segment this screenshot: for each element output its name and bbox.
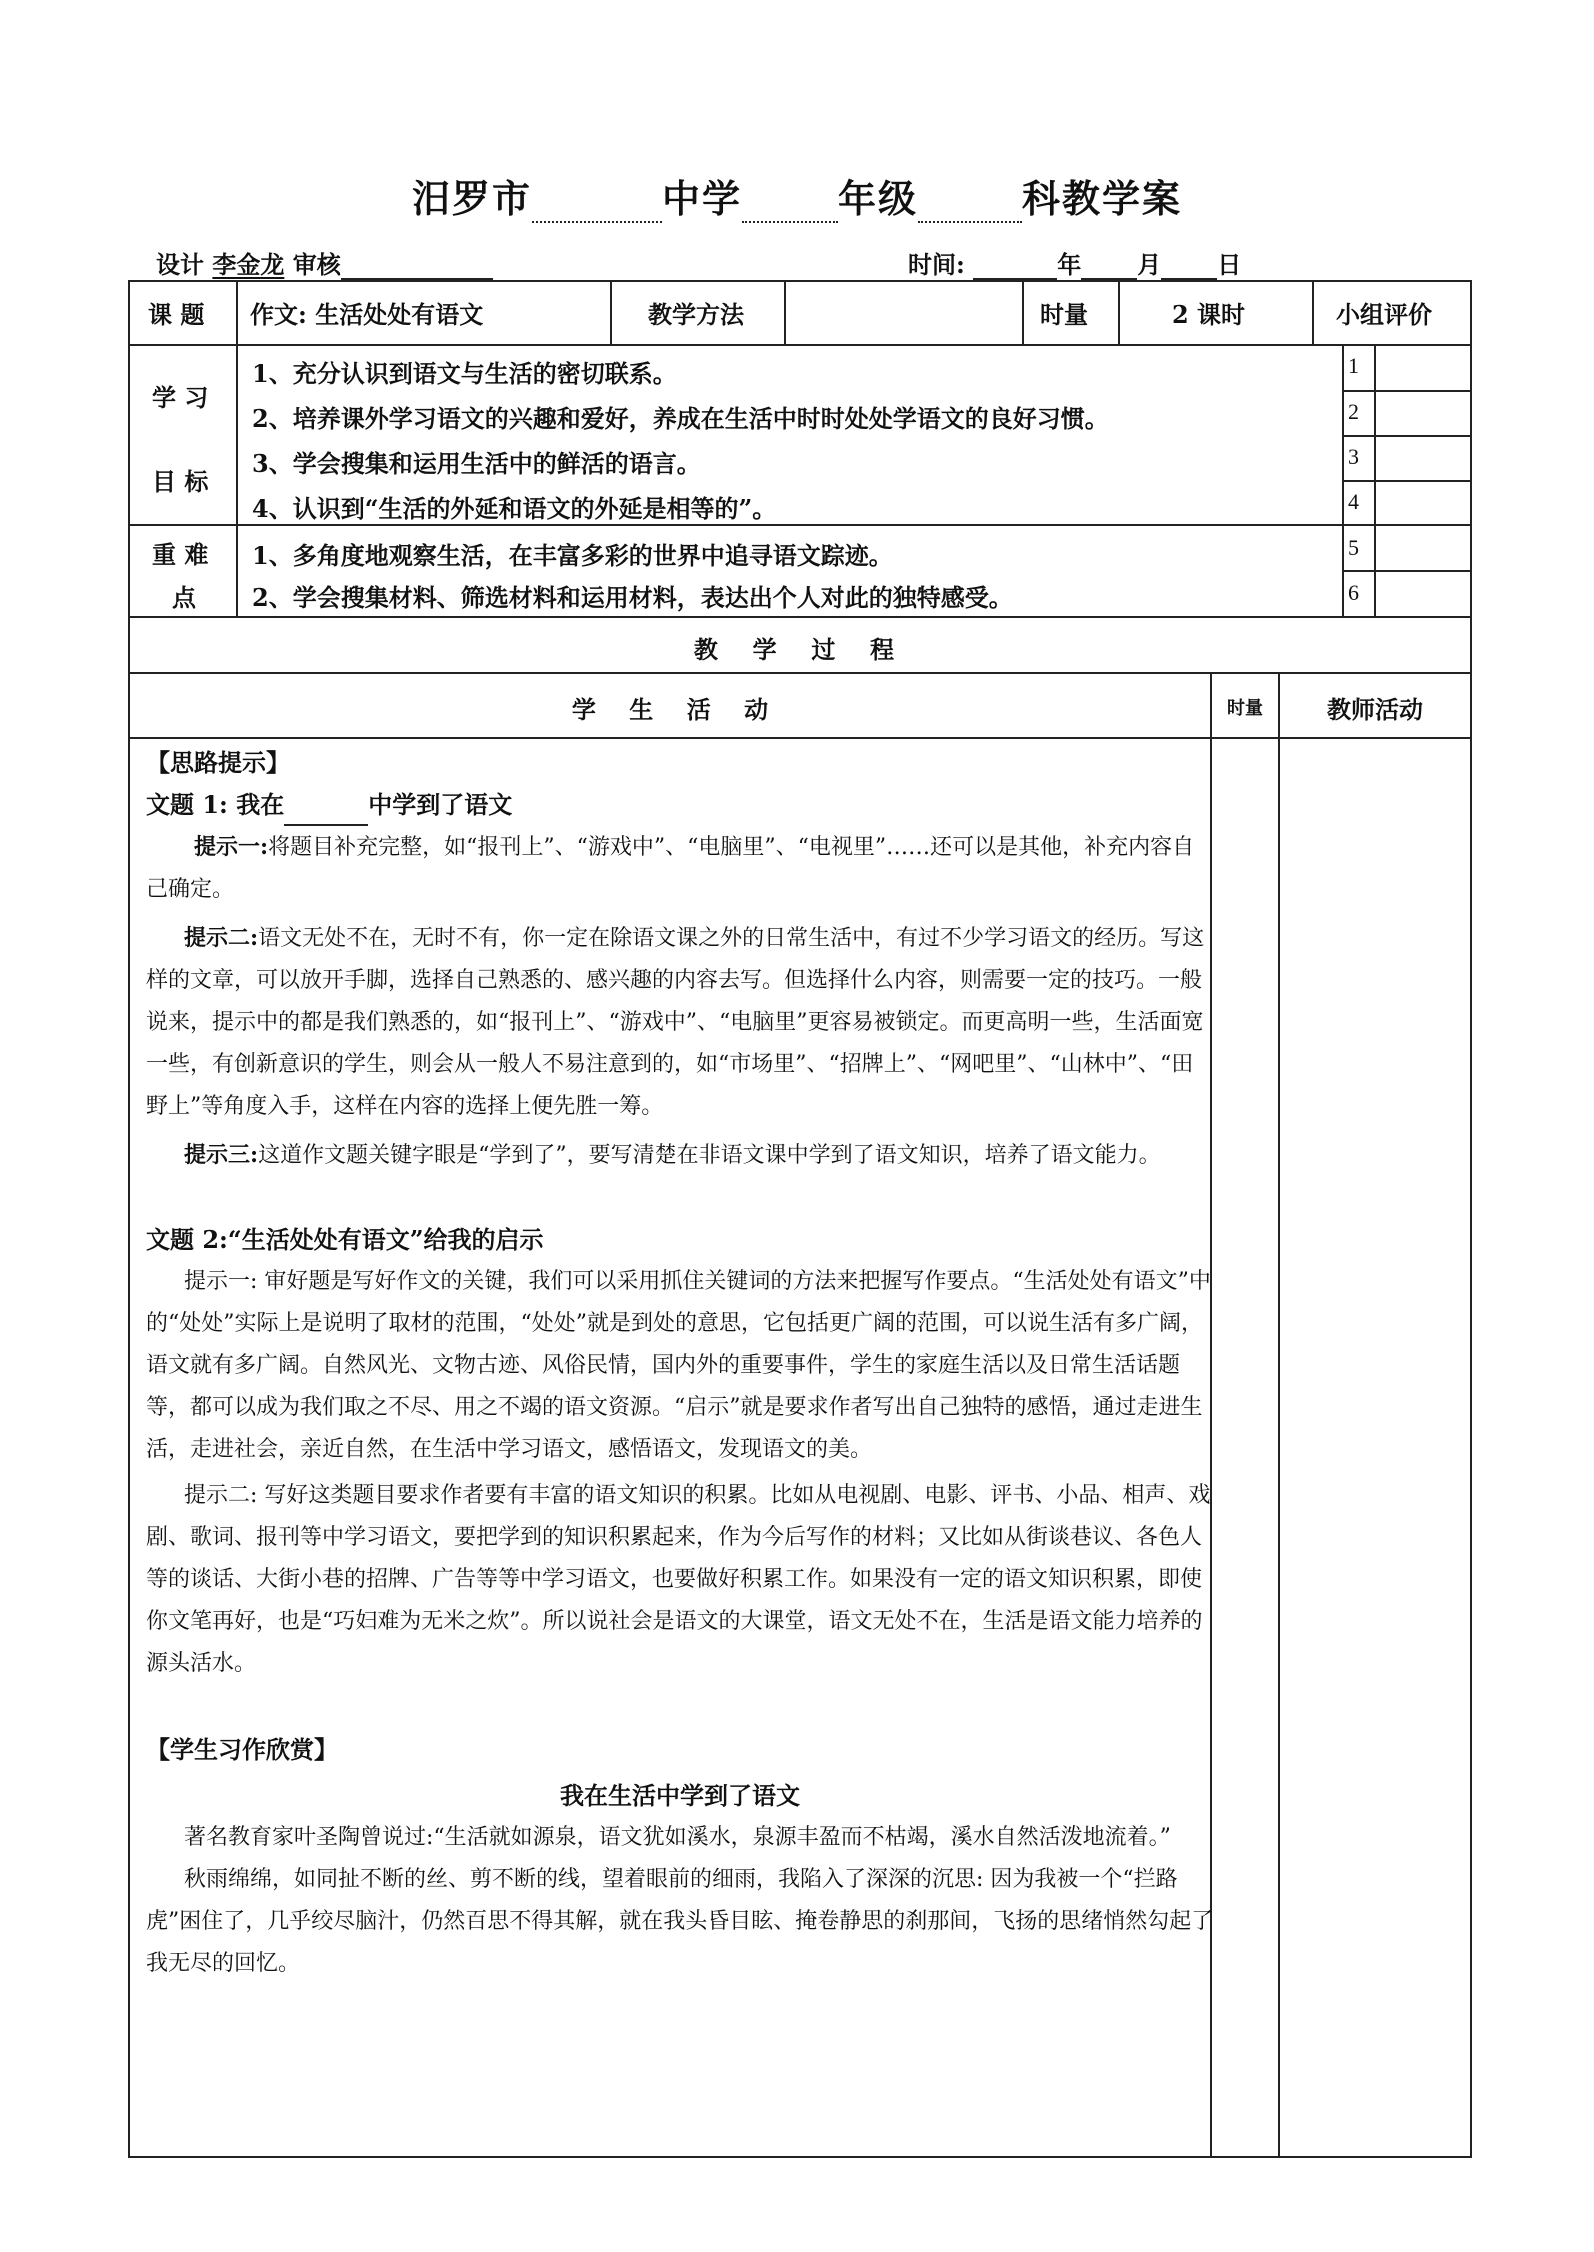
title-school: 中学	[661, 176, 742, 221]
eval-number: 3	[1348, 444, 1359, 469]
day-blank	[1161, 252, 1217, 280]
topic1-hint3	[146, 1134, 1214, 1177]
topic1-heading	[146, 784, 1214, 826]
essay-paragraph: 著名教育家叶圣陶曾说过:“生活就如源泉，语文犹如溪水，泉源丰盈而不枯竭，溪水自然活泼地流着。”	[184, 1825, 1171, 1850]
student-activity-header: 学 生 活 动	[571, 695, 769, 724]
month-blank	[1081, 252, 1137, 280]
goals-label-top: 学 习	[152, 383, 209, 412]
keypoints-label-top: 重 难	[152, 540, 209, 569]
process-title: 教 学 过 程	[693, 635, 901, 664]
month-label: 月	[1137, 250, 1162, 279]
time-column-header: 时量	[1227, 698, 1263, 719]
goal-item: 3、学会搜集和运用生活中的鲜活的语言。	[252, 449, 701, 478]
hours-label: 时量	[1040, 300, 1088, 329]
keypoints-label-bottom: 点	[172, 583, 196, 612]
keypoint-item: 2、学会搜集材料、筛选材料和运用材料，表达出个人对此的独特感受。	[252, 583, 1013, 612]
eval-number: 2	[1348, 399, 1359, 424]
hint-label: 提示一:	[194, 834, 269, 860]
group-eval-label: 小组评价	[1336, 300, 1432, 329]
designer-name: 李金龙	[212, 250, 285, 279]
title-subject: 科教学案	[1022, 176, 1183, 221]
title-grade: 年级	[838, 176, 919, 221]
topic1-prefix: 文题 1: 我在	[146, 790, 285, 819]
eval-number: 5	[1348, 535, 1359, 560]
hint-text: 这道作文题关键字眼是“学到了”，要写清楚在非语文课中学到了语文知识，培养了语文能力。	[258, 1143, 1161, 1168]
goal-item: 1、充分认识到语文与生活的密切联系。	[252, 359, 677, 388]
subject-blank	[918, 187, 1022, 223]
time-line	[908, 245, 1241, 280]
grade-blank	[742, 187, 838, 223]
hint-text: 将题目补充完整，如“报刊上”、“游戏中”、“电脑里”、“电视里”……还可以是其他，补充内容自己确定。	[146, 835, 1195, 902]
year-label: 年	[1057, 250, 1082, 279]
hint-label: 提示二:	[184, 925, 259, 951]
year-blank	[973, 252, 1057, 280]
topic1-suffix: 中学到了语文	[368, 790, 513, 819]
day-label: 日	[1217, 250, 1242, 279]
topic1-blank	[284, 802, 368, 826]
student-activity-content	[146, 742, 1214, 1985]
topic2-hint1: 提示一: 审好题是写好作文的关键，我们可以采用抓住关键词的方法来把握写作要点。“生活处处有语文”中的“处处”实际上是说明了取材的范围，“处处”就是到处的意思，它包括更广阔的范围，可以说生活有多广阔，语文就有多广阔。自然风光、文物古迹、风俗民情，国内外的重要事件，学生的家庭生活以及日常生活话题等，都可以成为我们取之不尽、用之不竭的语文资源。“启示”就是要求作者写出自己独特的感悟，通过走进生活，走进社会，亲近自然，在生活中学习语文，感悟语文，发现语文的美。	[146, 1269, 1211, 1462]
keypoint-item: 1、多角度地观察生活，在丰富多彩的世界中追寻语文踪迹。	[252, 541, 893, 570]
time-label: 时间:	[908, 250, 965, 279]
hint-text: 语文无处不在，无时不有，你一定在除语文课之外的日常生活中，有过不少学习语文的经历。写这样的文章，可以放开手脚，选择自己熟悉的、感兴趣的内容去写。但选择什么内容，则需要一定的技巧。一般说来，提示中的都是我们熟悉的，如“报刊上”、“游戏中”、“电脑里”更容易被锁定。而更高明一些，生活面宽一些，有创新意识的学生，则会从一般人不易注意到的，如“市场里”、“招牌上”、“网吧里”、“山林中”、“田野上”等角度入手，这样在内容的选择上便先胜一筹。	[146, 926, 1205, 1119]
topic-value: 作文: 生活处处有语文	[250, 300, 484, 329]
page-title	[0, 168, 1594, 223]
topic-label: 课 题	[148, 300, 205, 329]
thinking-tips-heading: 【思路提示】	[146, 748, 290, 777]
topic2-hint2: 提示二: 写好这类题目要求作者要有丰富的语文知识的积累。比如从电视剧、电影、评书、小品、相声、戏剧、歌词、报刊等中学习语文，要把学到的知识积累起来，作为今后写作的材料；又比如从街谈巷议、各色人等的谈话、大街小巷的招牌、广告等等中学习语文，也要做好积累工作。如果没有一定的语文知识积累，即使你文笔再好，也是“巧妇难为无米之炊”。所以说社会是语文的大课堂，语文无处不在，生活是语文能力培养的源头活水。	[146, 1483, 1211, 1676]
hint-label: 提示三:	[184, 1142, 259, 1168]
design-line	[156, 245, 493, 280]
eval-number: 6	[1348, 580, 1359, 605]
eval-number: 4	[1348, 489, 1359, 514]
topic1-hint1	[146, 826, 1214, 911]
school-blank	[532, 187, 662, 223]
essay-paragraph: 秋雨绵绵，如同扯不断的丝、剪不断的线，望着眼前的细雨，我陷入了深深的沉思: 因为我被一个“拦路虎”困住了，几乎绞尽脑汁，仍然百思不得其解，就在我头昏目眩、掩卷静思的刹那间，飞扬的思绪悄然勾起了我无尽的回忆。	[146, 1867, 1214, 1976]
review-blank	[341, 252, 493, 280]
design-label: 设计	[156, 250, 204, 279]
eval-number: 1	[1348, 353, 1359, 378]
review-label: 审核	[292, 250, 341, 279]
goals-label-bottom: 目 标	[152, 467, 209, 496]
goal-item: 4、认识到“生活的外延和语文的外延是相等的”。	[252, 494, 777, 523]
hours-value: 2 课时	[1172, 300, 1246, 329]
student-essays-heading: 【学生习作欣赏】	[146, 1735, 338, 1764]
topic2-heading: 文题 2:“生活处处有语文”给我的启示	[146, 1225, 544, 1254]
goal-item: 2、培养课外学习语文的兴趣和爱好，养成在生活中时时处处学语文的良好习惯。	[252, 404, 1109, 433]
topic1-hint2	[146, 917, 1214, 1128]
method-label: 教学方法	[648, 300, 744, 329]
title-city: 汨罗市	[411, 176, 532, 221]
essay-title: 我在生活中学到了语文	[560, 1781, 800, 1810]
teacher-activity-header: 教师活动	[1327, 695, 1423, 724]
